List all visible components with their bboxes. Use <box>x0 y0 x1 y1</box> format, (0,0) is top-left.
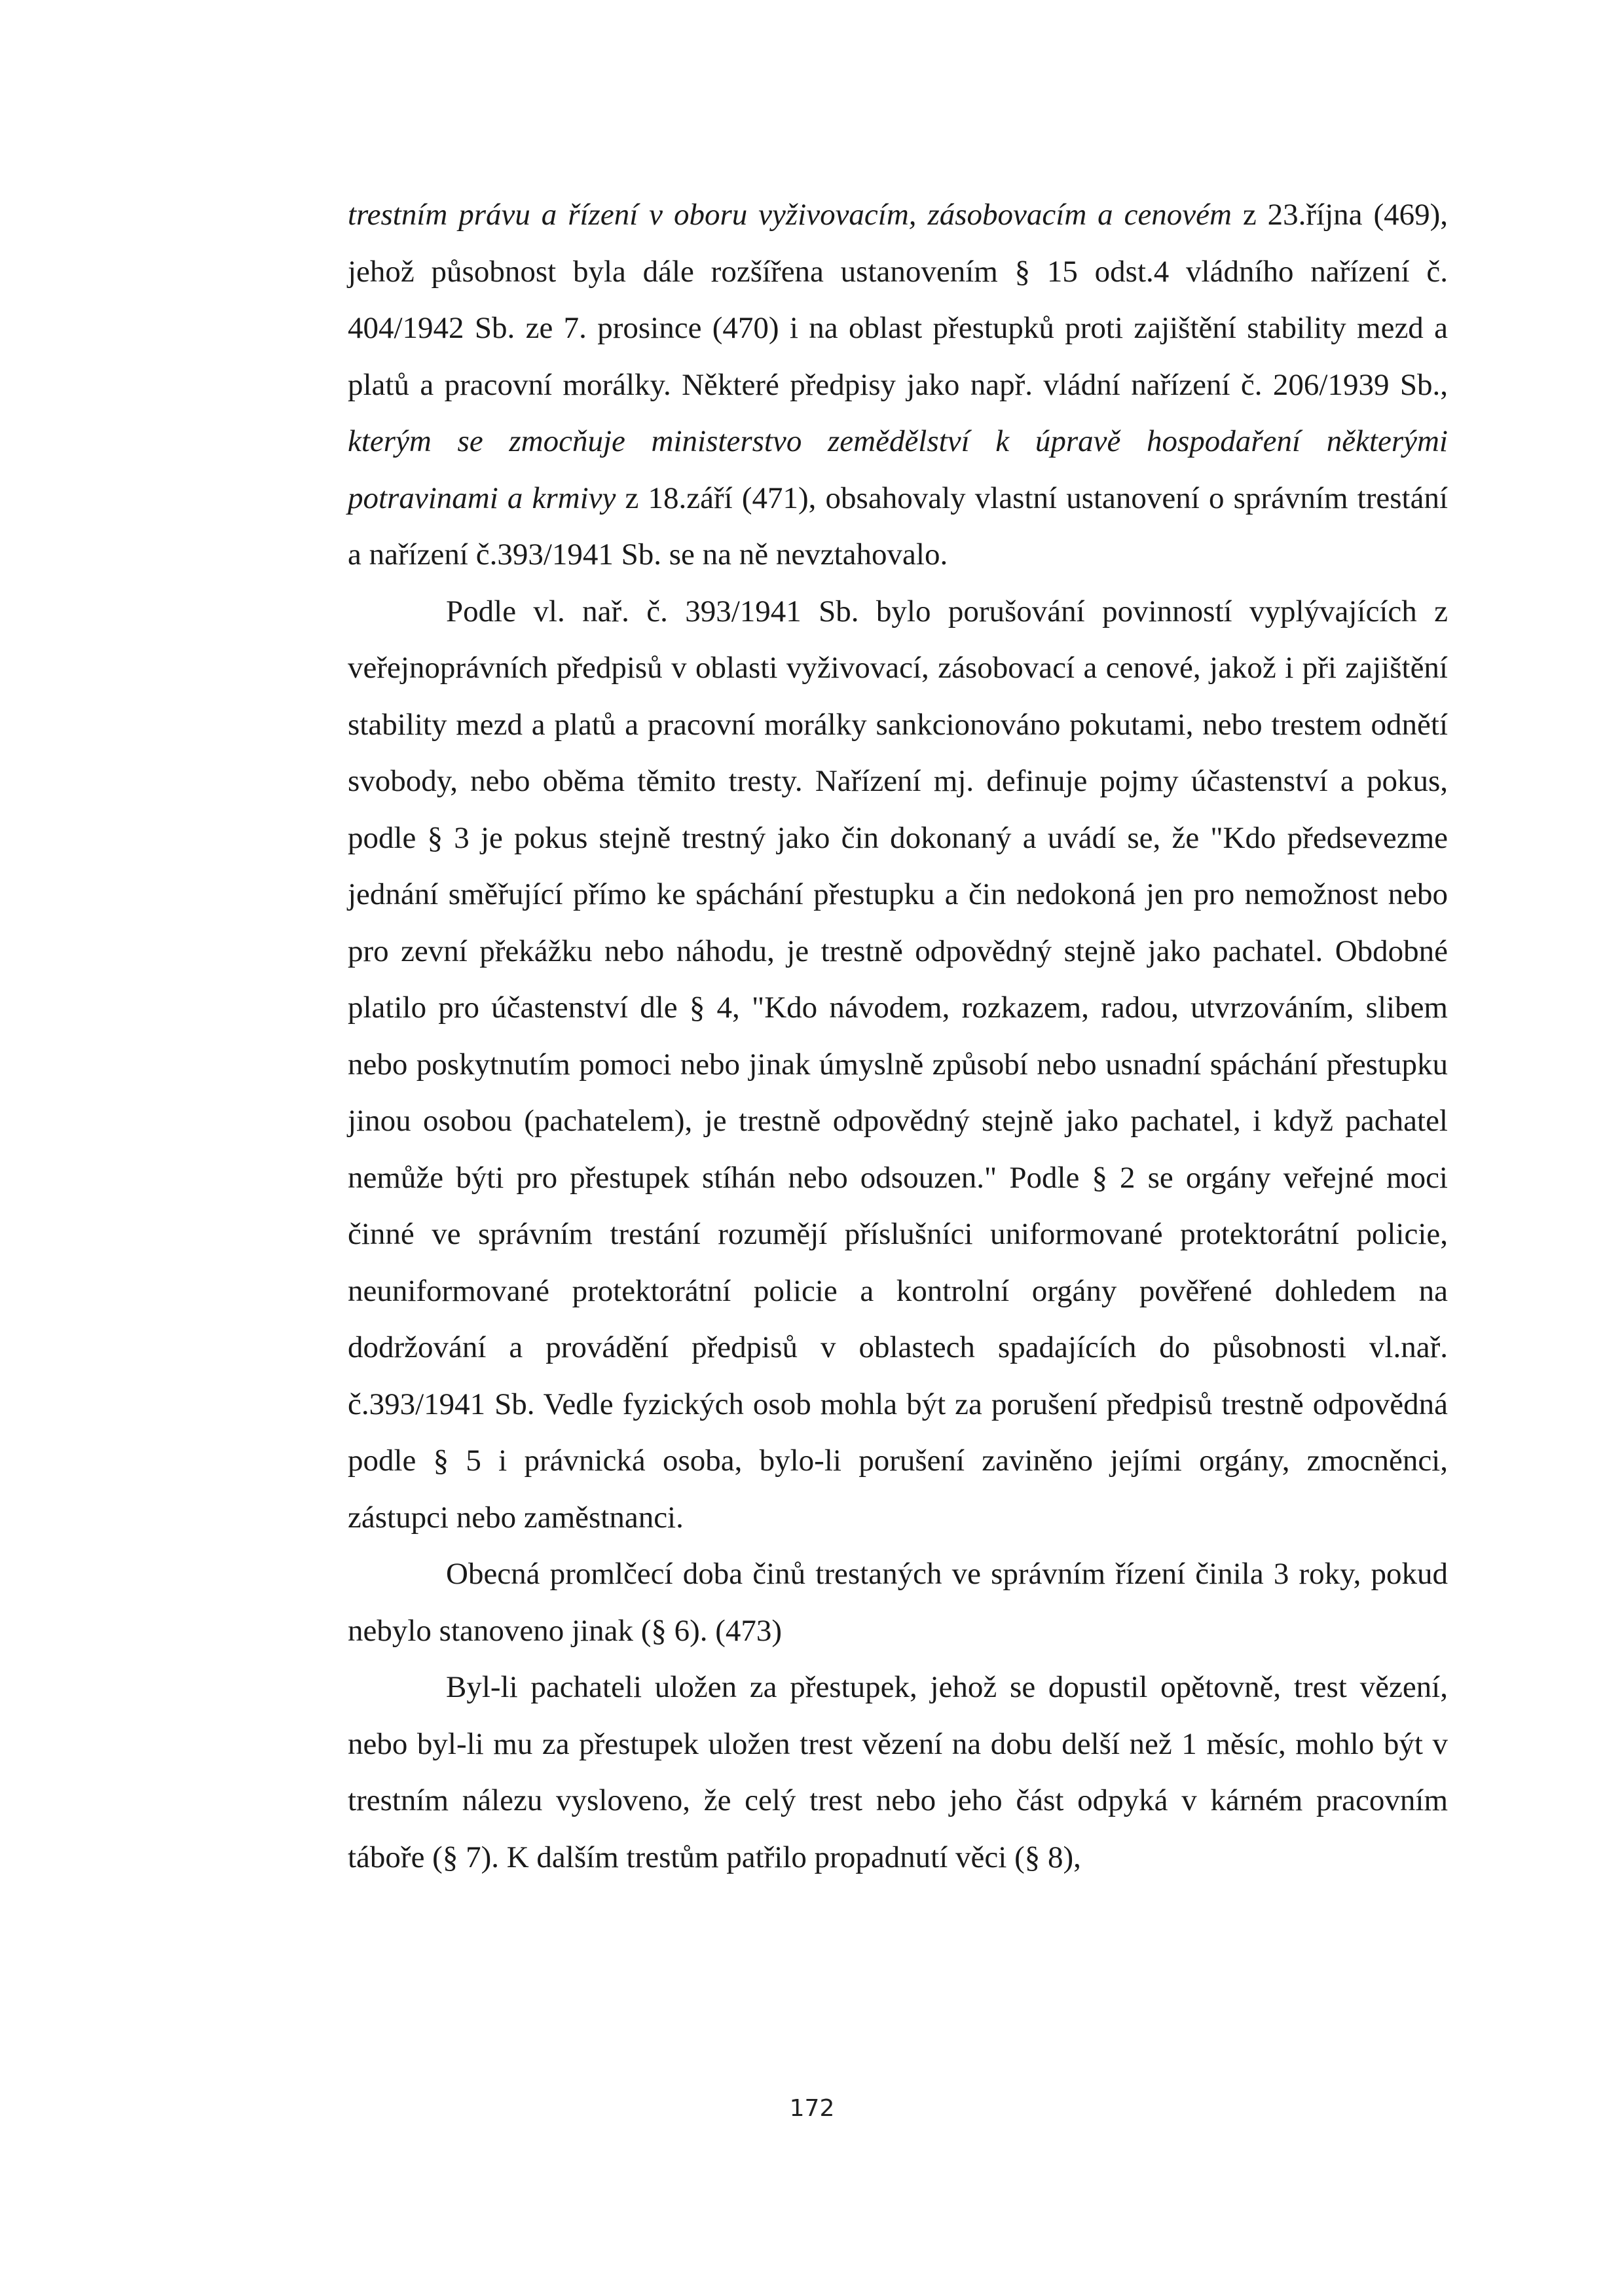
paragraph-1 <box>348 187 1448 583</box>
text-run: Podle vl. nař. č. 393/1941 Sb. bylo porušování povinností vyplývajících z veřejnoprávních předpisů v oblasti vyživovací, zásobovací a cenové, jakož i při zajištění stability mezd a platů a pracovní morálky sankcionováno pokutami, nebo trestem odnětí svobody, nebo oběma těmito tresty. Nařízení mj. definuje pojmy účastenství a pokus, podle § 3 je pokus stejně trestný jako čin dokonaný a uvádí se, že "Kdo předsevezme jednání směřující přímo ke spáchání přestupku a čin nedokoná jen pro nemožnost nebo pro zevní překážku nebo náhodu, je trestně odpovědný stejně jako pachatel. Obdobné platilo pro účastenství dle § 4, "Kdo návodem, rozkazem, radou, utvrzováním, slibem nebo poskytnutím pomoci nebo jinak úmyslně způsobí nebo usnadní spáchání přestupku jinou osobou (pachatelem), je trestně odpovědný stejně jako pachatel, i když pachatel nemůže býti pro přestupek stíhán nebo odsouzen." Podle § 2 se orgány veřejné moci činné ve správním trestání rozumějí příslušníci uniformované protektorátní policie, neuniformované protektorátní policie a kontrolní orgány pověřené dohledem na dodržování a provádění předpisů v oblastech spadajících do působnosti vl.nař. č.393/1941 Sb. Vedle fyzických osob mohla být za porušení předpisů trestně odpovědná podle § 5 i právnická osoba, bylo-li porušení zaviněno jejími orgány, zmocněnci, zástupci nebo zaměstnanci. <box>348 594 1448 1535</box>
text-run: z 23.října (469), jehož působnost byla dále rozšířena ustanovením § 15 odst.4 vládního nařízení č. 404/1942 Sb. ze 7. prosince (470) i na oblast přestupků proti zajištění stability mezd a platů a pracovní morálky. Některé předpisy jako např. vládní nařízení č. 206/1939 Sb., <box>348 198 1448 402</box>
text-run: Byl-li pachateli uložen za přestupek, jehož se dopustil opětovně, trest vězení, nebo byl-li mu za přestupek uložen trest vězení na dobu delší než 1 měsíc, mohlo být v trestním nálezu vysloveno, že celý trest nebo jeho část odpyká v kárném pracovním táboře (§ 7). K dalším trestům patřilo propadnutí věci (§ 8), <box>348 1670 1448 1874</box>
paragraph-4 <box>348 1659 1448 1886</box>
paragraph-2 <box>348 583 1448 1546</box>
italic-run: trestním právu a řízení v oboru vyživovacím, zásobovacím a cenovém <box>348 198 1232 232</box>
body-text <box>348 187 1448 1886</box>
paragraph-3 <box>348 1546 1448 1659</box>
italic-run: kterým se zmocňuje ministerstvo zemědělství k úpravě hospodaření některými potravinami a krmivy <box>348 424 1448 515</box>
page-number: 172 <box>789 2095 835 2122</box>
text-run: z 18.září (471), obsahovaly vlastní ustanovení o správním trestání a nařízení č.393/1941 Sb. se na ně nevztahovalo. <box>348 481 1448 572</box>
text-run: Obecná promlčecí doba činů trestaných ve správním řízení činila 3 roky, pokud nebylo stanoveno jinak (§ 6). (473) <box>348 1557 1448 1648</box>
